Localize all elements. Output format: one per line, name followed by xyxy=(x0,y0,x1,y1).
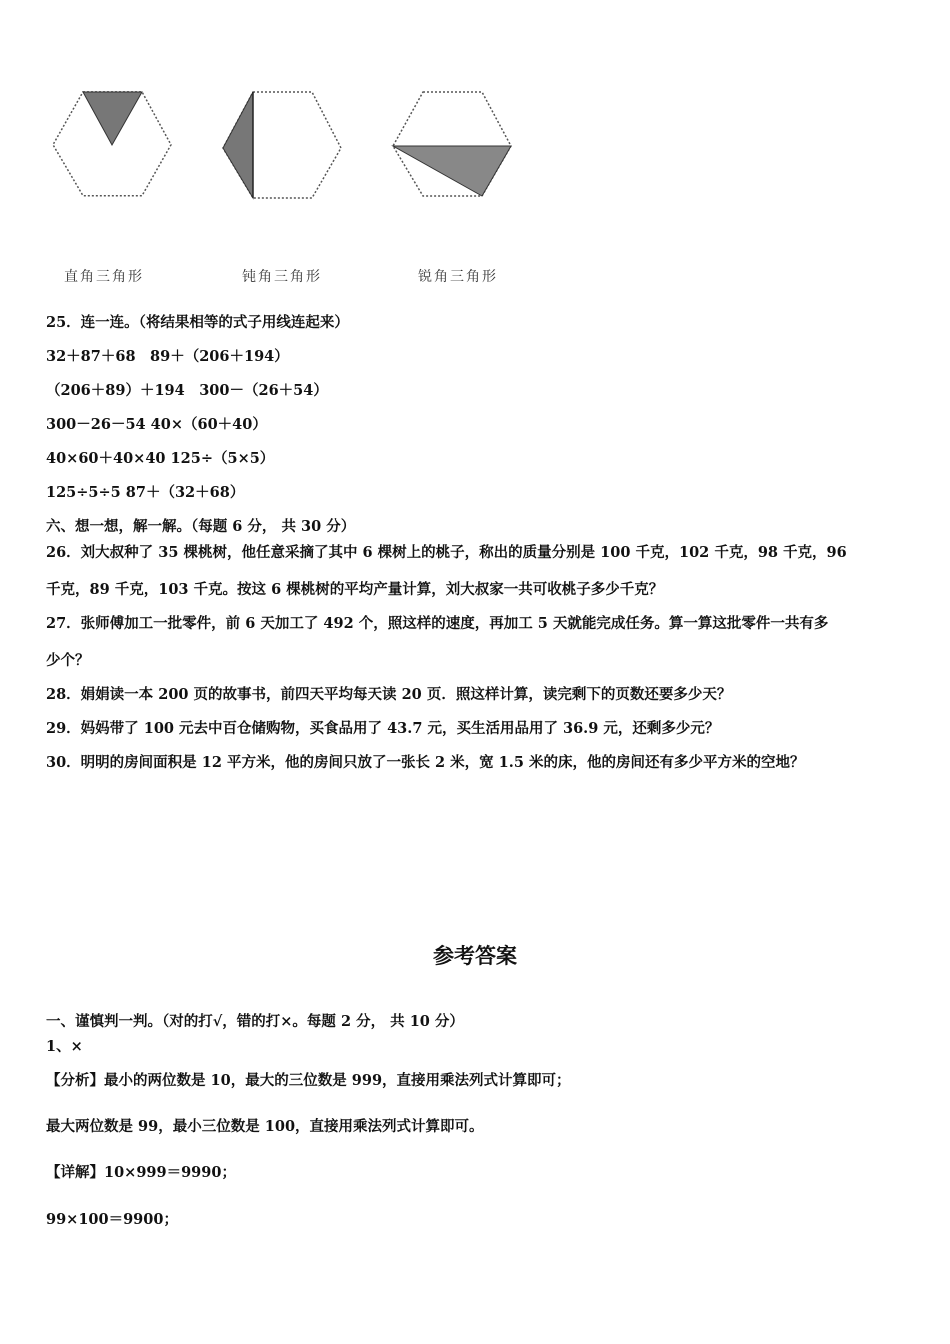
q25-row-3: 300－26－54 40×（60＋40） xyxy=(46,416,267,433)
answer-analysis-1: 【分析】最小的两位数是 10，最大的三位数是 999，直接用乘法列式计算即可； xyxy=(46,1072,571,1089)
q25-row-4: 40×60＋40×40 125÷（5×5） xyxy=(46,450,275,467)
answer-item-1: 1、× xyxy=(46,1038,83,1055)
q27-line-2: 少个？ xyxy=(46,652,90,669)
answer-detail-1: 【详解】10×999＝9990； xyxy=(46,1164,236,1181)
q27-line-1: 27．张师傅加工一批零件，前 6 天加工了 492 个，照这样的速度，再加工 5 天就能完成任务。算一算这批零件一共有多 xyxy=(46,615,829,632)
q25-row-2: （206＋89）＋194 300－（26＋54） xyxy=(46,382,328,399)
q30-text: 30．明明的房间面积是 12 平方米，他的房间只放了一张长 2 米，宽 1.5 米的床，他的房间还有多少平方米的空地？ xyxy=(46,754,805,771)
figure-label-acute: 锐角三角形 xyxy=(418,269,498,285)
hexagon-right-triangle-figure xyxy=(50,90,175,200)
hexagon-acute-triangle-figure xyxy=(390,90,515,200)
answers-title: 参考答案 xyxy=(433,943,517,968)
q25-row-1: 32＋87＋68 89＋（206＋194） xyxy=(46,348,289,365)
answer-detail-2: 99×100＝9900； xyxy=(46,1211,178,1228)
figure-label-right: 直角三角形 xyxy=(64,269,144,285)
answers-section-1: 一、谨慎判一判。（对的打√，错的打×。每题 2 分， 共 10 分） xyxy=(46,1013,464,1030)
q29-text: 29．妈妈带了 100 元去中百仓储购物，买食品用了 43.7 元，买生活用品用了 36.9 元，还剩多少元？ xyxy=(46,720,720,737)
q26-line-2: 千克，89 千克，103 千克。按这 6 棵桃树的平均产量计算，刘大叔家一共可收桃子多少千克？ xyxy=(46,581,664,598)
q28-text: 28．娟娟读一本 200 页的故事书，前四天平均每天读 20 页．照这样计算，读完剩下的页数还要多少天？ xyxy=(46,686,732,703)
q25-title: 25．连一连。（将结果相等的式子用线连起来） xyxy=(46,314,349,331)
q25-row-5: 125÷5÷5 87＋（32＋68） xyxy=(46,484,245,501)
section-6-heading: 六、想一想，解一解。（每题 6 分， 共 30 分） xyxy=(46,518,356,535)
hexagon-figures xyxy=(40,90,540,300)
q26-line-1: 26．刘大叔种了 35 棵桃树，他任意采摘了其中 6 棵树上的桃子，称出的质量分别是 100 千克，102 千克，98 千克，96 xyxy=(46,544,847,561)
answer-analysis-2: 最大两位数是 99，最小三位数是 100，直接用乘法列式计算即可。 xyxy=(46,1118,484,1135)
hexagon-obtuse-triangle-figure xyxy=(220,90,345,200)
figure-label-obtuse: 钝角三角形 xyxy=(242,269,322,285)
